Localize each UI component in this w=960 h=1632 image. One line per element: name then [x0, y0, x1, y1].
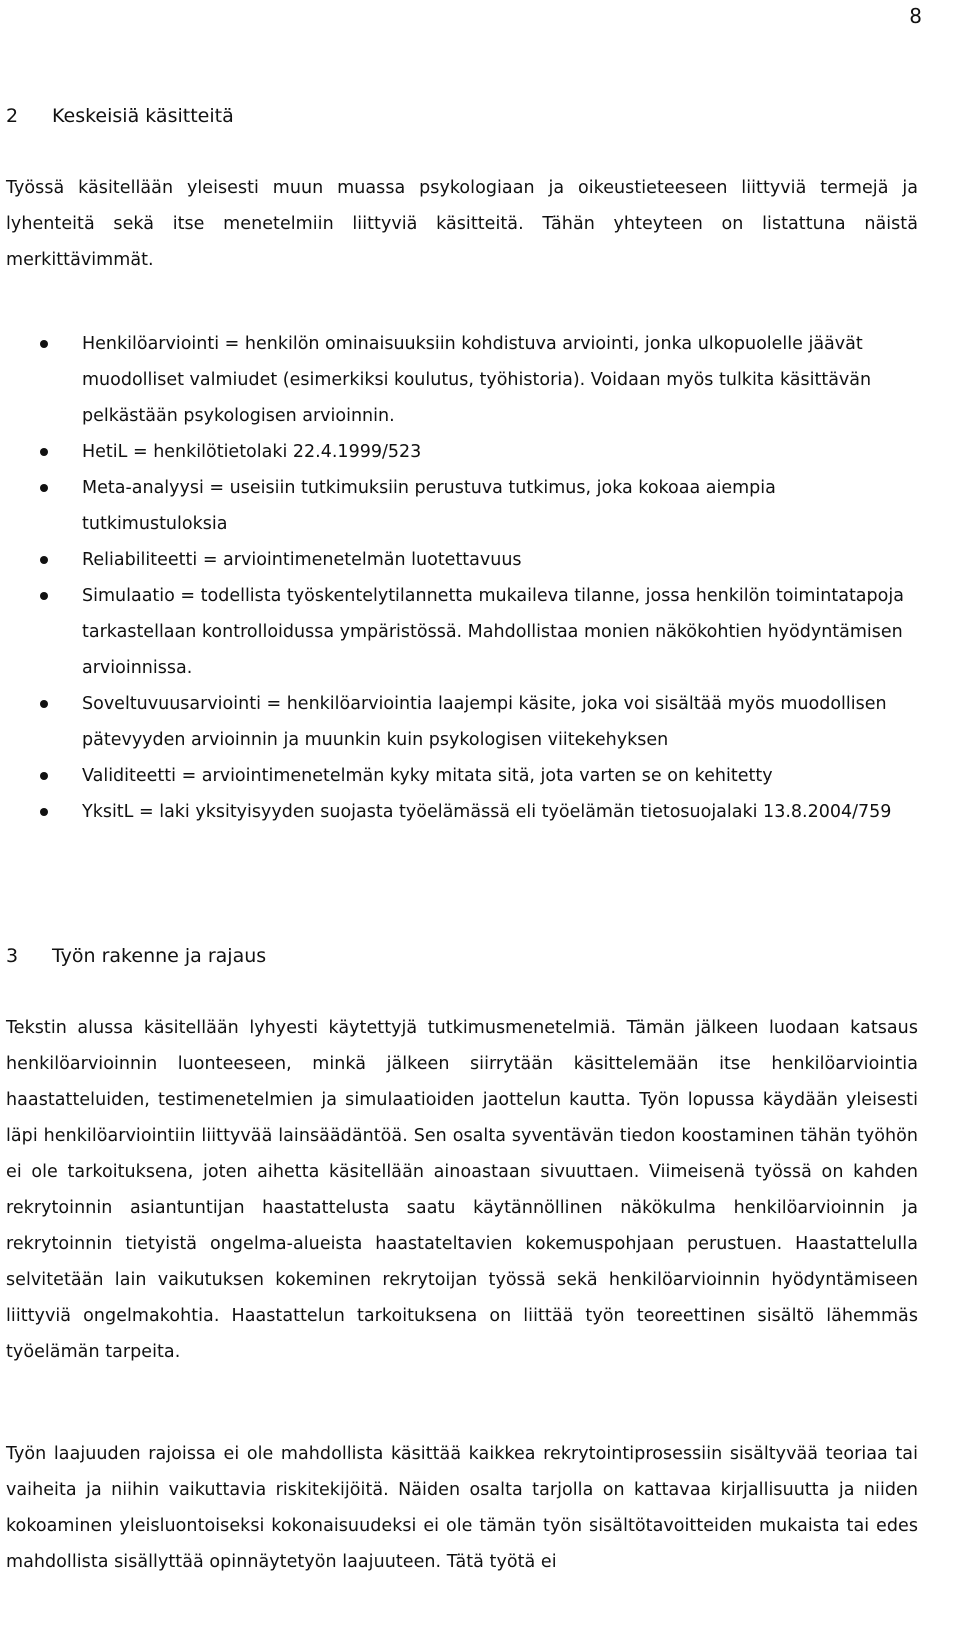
section-number: 3	[6, 945, 19, 967]
list-item-text: HetiL = henkilötietolaki 22.4.1999/523	[82, 442, 422, 462]
list-item	[0, 686, 918, 758]
list-item-text: Henkilöarviointi = henkilön ominaisuuksiin kohdistuva arviointi, jonka ulkopuolelle jäävät muodolliset valmiudet (esimerkiksi koulutus, työhistoria). Voidaan myös tulkita käsittävän pelkästään psykologisen arvioinnin.	[82, 334, 872, 426]
list-item-text: Meta-analyysi = useisiin tutkimuksiin perustuva tutkimus, joka kokoaa aiempia tutkimustuloksia	[82, 478, 776, 534]
bullet-icon	[40, 808, 48, 816]
list-item	[0, 542, 918, 578]
list-item-text: Validiteetti = arviointimenetelmän kyky mitata sitä, jota varten se on kehitetty	[82, 766, 773, 786]
list-item	[0, 434, 918, 470]
bullet-icon	[40, 340, 48, 348]
bullet-icon	[40, 592, 48, 600]
list-item	[0, 758, 918, 794]
list-item	[0, 794, 918, 830]
section-heading-3	[6, 944, 266, 968]
bullet-icon	[40, 448, 48, 456]
bullet-icon	[40, 772, 48, 780]
intro-paragraph: Työssä käsitellään yleisesti muun muassa psykologiaan ja oikeustieteeseen liittyviä termejä ja lyhenteitä sekä itse menetelmiin liittyviä käsitteitä. Tähän yhteyteen on listattuna näistä merkittävimmät.	[6, 178, 918, 270]
page-number: 8	[909, 4, 922, 28]
bullet-icon	[40, 556, 48, 564]
list-item-text: Soveltuvuusarviointi = henkilöarviointia laajempi käsite, joka voi sisältää myös muodollisen pätevyyden arvioinnin ja muunkin kuin psykologisen viitekehyksen	[82, 694, 887, 750]
structure-paragraph: Tekstin alussa käsitellään lyhyesti käytettyjä tutkimusmenetelmiä. Tämän jälkeen luodaan katsaus henkilöarvioinnin luonteeseen, minkä jälkeen siirrytään käsittelemään itse henkilöarviointia haastatteluiden, testimenetelmien ja simulaatioiden jaottelun kautta. Työn lopussa käydään yleisesti läpi henkilöarviointiin liittyvää lainsäädäntöä. Sen osalta syventävän tiedon koostaminen tähän työhön ei ole tarkoituksena, joten aihetta käsitellään ainoastaan sivuuttaen. Viimeisenä työssä on kahden rekrytoinnin asiantuntijan haastattelusta saatu käytännöllinen näkökulma henkilöarvioinnin ja rekrytoinnin tietyistä ongelma-alueista haastateltavien kokemuspohjaan perustuen. Haastattelulla selvitetään lain vaikutuksen kokeminen rekrytoijan työssä sekä henkilöarvioinnin hyödyntämiseen liittyviä ongelmakohtia. Haastattelun tarkoituksena on liittää työn teoreettinen sisältö lähemmäs työelämän tarpeita.	[6, 1018, 918, 1362]
section-title: Työn rakenne ja rajaus	[52, 945, 267, 967]
definition-list	[0, 326, 960, 830]
list-item	[0, 470, 918, 542]
bullet-icon	[40, 700, 48, 708]
list-item-text: Simulaatio = todellista työskentelytilannetta mukaileva tilanne, jossa henkilön toimintatapoja tarkastellaan kontrolloidussa ympäristössä. Mahdollistaa monien näkökohtien hyödyntämisen arvioinnissa.	[82, 586, 904, 678]
bullet-icon	[40, 484, 48, 492]
section-title: Keskeisiä käsitteitä	[52, 105, 234, 127]
scope-paragraph: Työn laajuuden rajoissa ei ole mahdollista käsittää kaikkea rekrytointiprosessiin sisältyvää teoriaa tai vaiheita ja niihin vaikuttavia riskitekijöitä. Näiden osalta tarjolla on kattavaa kirjallisuutta ja niiden kokoaminen yleisluontoiseksi kokonaisuudeksi ei ole tämän työn sisältötavoitteiden mukaista tai edes mahdollista sisällyttää opinnäytetyön laajuuteen. Tätä työtä ei	[6, 1444, 918, 1572]
list-item	[0, 578, 918, 686]
list-item	[0, 326, 918, 434]
list-item-text: Reliabiliteetti = arviointimenetelmän luotettavuus	[82, 550, 522, 570]
list-item-text: YksitL = laki yksityisyyden suojasta työelämässä eli työelämän tietosuojalaki 13.8.2004/759	[82, 802, 892, 822]
section-heading-2	[6, 104, 234, 128]
section-number: 2	[6, 105, 19, 127]
